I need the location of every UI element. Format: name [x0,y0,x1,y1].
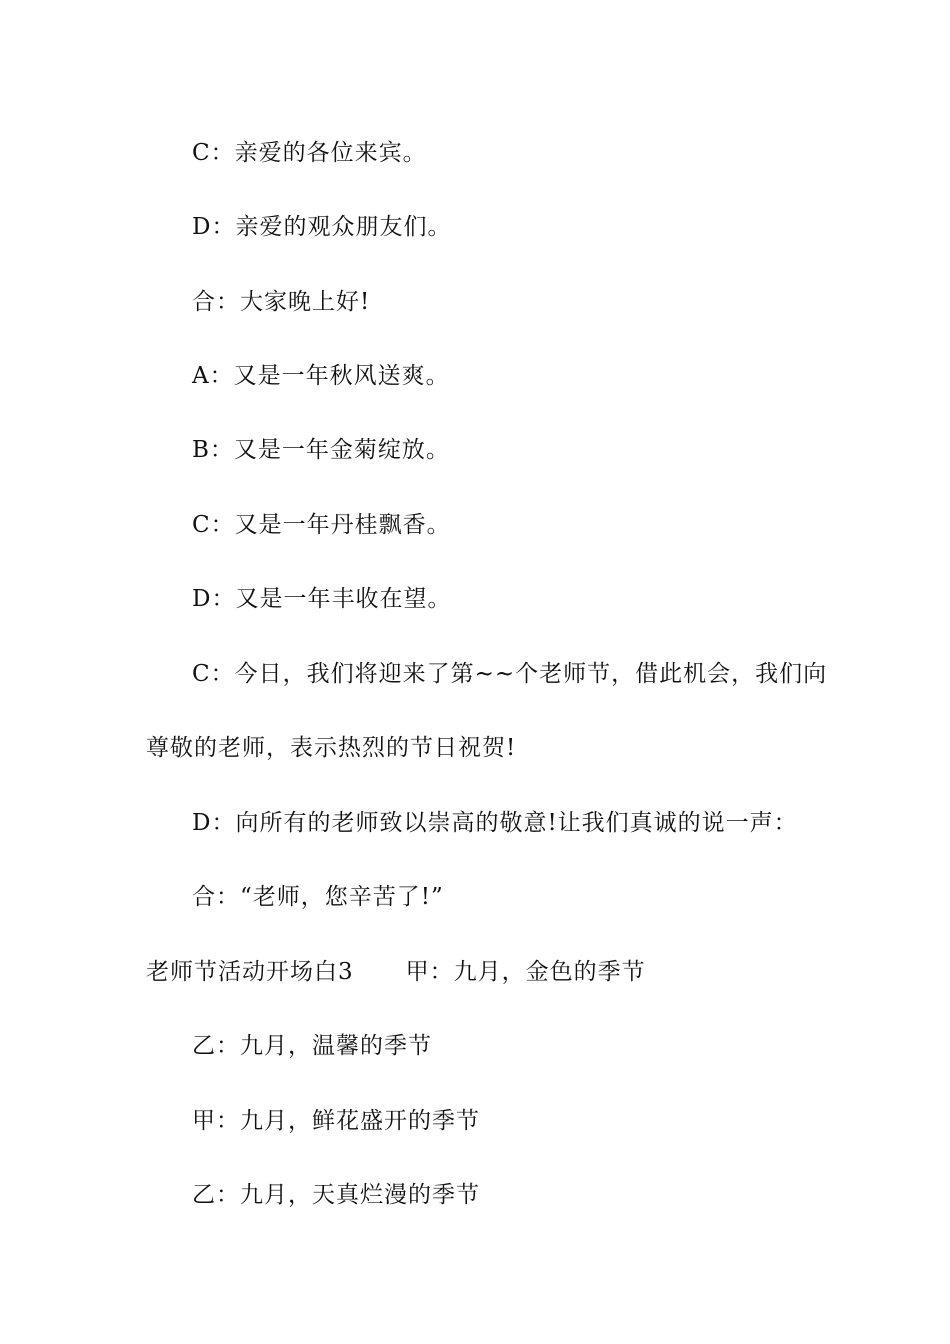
paragraph-continuation-line: 尊敬的老师，表示热烈的节日祝贺! [146,735,517,761]
paragraph-line: A：又是一年秋风送爽。 [192,363,450,389]
paragraph-line: C：亲爱的各位来宾。 [192,140,427,166]
paragraph-line: D：又是一年丰收在望。 [192,586,452,612]
section-heading: 老师节活动开场白3 [146,959,354,985]
paragraph-line: 合：大家晚上好! [192,289,371,315]
section-first-line: 甲：九月，金色的季节 [405,959,646,985]
section-heading-line [146,957,646,987]
paragraph-line: 乙：九月，天真烂漫的季节 [192,1182,480,1208]
paragraph-line: C：今日，我们将迎来了第~~个老师节，借此机会，我们向 [192,661,828,687]
paragraph-line: B：又是一年金菊绽放。 [192,437,450,463]
paragraph-line: D：亲爱的观众朋友们。 [192,214,452,240]
paragraph-line: 甲：九月，鲜花盛开的季节 [192,1108,480,1134]
paragraph-line: 合：“老师，您辛苦了!” [192,884,444,910]
paragraph-line: D：向所有的老师致以崇高的敬意!让我们真诚的说一声： [192,810,798,836]
paragraph-line: 乙：九月，温馨的季节 [192,1033,432,1059]
paragraph-line: C：又是一年丹桂飘香。 [192,512,451,538]
